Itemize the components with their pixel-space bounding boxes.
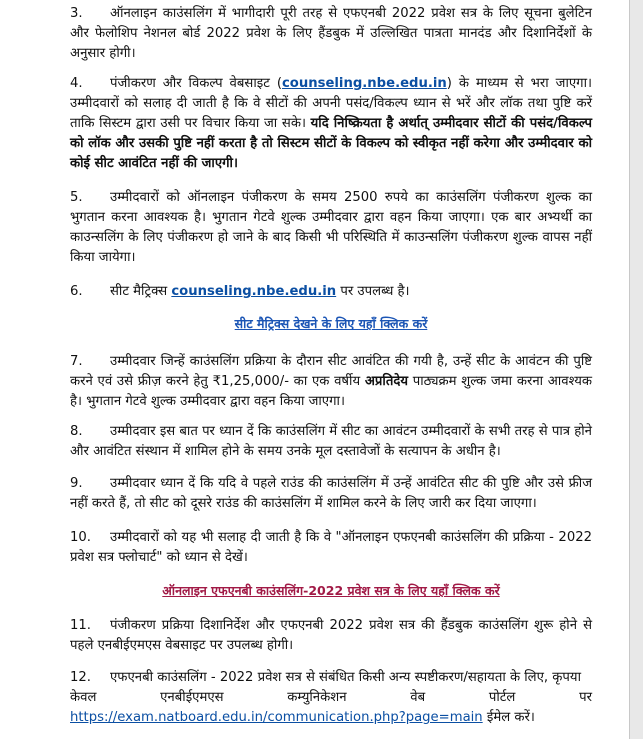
item-word: केवल bbox=[70, 690, 97, 705]
item-text: उम्मीदवार इस बात पर ध्यान दें कि काउंसलिंग में सीट का आवंटन उम्मीदवारों के सभी तरह से पात्र होने और आवंटित संस्थान में शामिल होने के समय उनके मूल दस्तावेजों के सत्यापन के अधीन है। bbox=[70, 424, 592, 459]
list-item bbox=[70, 74, 592, 174]
list-item bbox=[70, 528, 592, 568]
item-text-line bbox=[70, 688, 592, 708]
item-word: पर bbox=[579, 690, 592, 705]
item-text: ईमेल करें। bbox=[482, 710, 535, 725]
item-text: उम्मीदवार ध्यान दें कि यदि वे पहले राउंड की काउंसलिंग में उन्हें आवंटित सीट की पुष्टि और उसे फ्रीज नहीं करते हैं, तो सीट को दूसरे राउंड की काउंसलिंग में शामिल करने के लिए जारी कर दिया जाएगा। bbox=[70, 476, 592, 511]
item-text: ऑनलाइन काउंसलिंग में भागीदारी पूरी तरह से एफएनबी 2022 प्रवेश सत्र के लिए सूचना बुलेटिन और फेलोशिप नेशनल बोर्ड 2022 प्रवेश के लिए हैंडबुक में उल्लिखित पात्रता मानदंड और दिशानिर्देशों के अनुसार होगी। bbox=[70, 6, 592, 61]
list-item bbox=[70, 188, 592, 268]
list-item bbox=[70, 4, 592, 64]
item-text: एफएनबी काउंसलिंग - 2022 प्रवेश सत्र से संबंधित किसी अन्य स्पष्टीकरण/सहायता के लिए, कृपया bbox=[110, 670, 581, 685]
item-number: 12. bbox=[70, 670, 91, 685]
seat-matrix-link[interactable]: सीट मैट्रिक्स देखने के लिए यहाँ क्लिक करें bbox=[234, 316, 428, 331]
item-number: 11. bbox=[70, 618, 91, 633]
list-item bbox=[70, 616, 592, 656]
item-number: 9. bbox=[70, 476, 83, 491]
fnb-counselling-link[interactable]: ऑनलाइन एफएनबी काउंसलिंग-2022 प्रवेश सत्र के लिए यहाँ क्लिक करें bbox=[162, 583, 500, 598]
counseling-link[interactable]: counseling.nbe.edu.in bbox=[281, 76, 447, 91]
list-item bbox=[70, 422, 592, 462]
item-text: उम्मीदवार जिन्हें काउंसलिंग प्रक्रिया के दौरान सीट आवंटित की गयी है, उन्हें सीट के आवंटन की पुष्टि करने एवं उसे फ्रीज़ करने हेतु ₹1,25,000/- का एक वर्षीय bbox=[70, 354, 592, 389]
item-text: पर उपलब्ध है। bbox=[336, 284, 410, 299]
item-text: सीट मैट्रिक्स bbox=[110, 284, 172, 299]
item-text: पंजीकरण और विकल्प वेबसाइट ( bbox=[110, 76, 282, 91]
list-item bbox=[70, 282, 592, 302]
item-word: पोर्टल bbox=[488, 690, 516, 705]
item-number: 7. bbox=[70, 354, 83, 369]
item-word: एनबीईएमएस bbox=[160, 690, 224, 705]
list-item bbox=[70, 668, 592, 728]
item-number: 6. bbox=[70, 284, 83, 299]
item-text: ) के माध्यम से भरा जाएगा। उम्मीदवारों को सलाह दी जाती है कि वे सीटों की अपनी पसंद/विकल्प ध्यान से भरें और लॉक तथा पुष्टि करें ताकि सिस्टम द्वारा उसी पर विचार किया जा सके। bbox=[70, 76, 592, 131]
item-bold-text: अप्रतिदेय bbox=[364, 374, 408, 389]
item-number: 8. bbox=[70, 424, 83, 439]
list-item bbox=[70, 474, 592, 514]
item-number: 4. bbox=[70, 76, 83, 91]
list-item bbox=[70, 352, 592, 412]
item-text: पंजीकरण प्रक्रिया दिशानिर्देश और एफएनबी 2022 प्रवेश सत्र की हैंडबुक काउंसलिंग शुरू होने से पहले एनबीईएमएस वेबसाइट पर उपलब्ध होगी। bbox=[70, 618, 592, 653]
item-text: पाठ्यक्रम शुल्क जमा करना आवश्यक है। भुगतान गेटवे शुल्क उम्मीदवार द्वारा वहन किया जाएगा। bbox=[70, 374, 592, 409]
item-text: उम्मीदवारों को ऑनलाइन पंजीकरण के समय 2500 रुपये का काउंसलिंग पंजीकरण शुल्क का भुगतान करना आवश्यक है। भुगतान गेटवे शुल्क उम्मीदवार द्वारा वहन किया जाएगा। एक बार अभ्यर्थी का काउन्सलिंग के लिए पंजीकरण हो जाने के बाद किसी भी परिस्थिति में काउन्सलिंग पंजीकरण शुल्क वापस नहीं किया जायेगा। bbox=[70, 190, 592, 265]
item-word: वेब bbox=[410, 690, 426, 705]
item-text: उम्मीदवारों को यह भी सलाह दी जाती है कि वे "ऑनलाइन एफएनबी काउंसलिंग की प्रक्रिया - 2022 प्रवेश सत्र फ्लोचार्ट" को ध्यान से देखें। bbox=[70, 530, 592, 565]
item-word: कम्युनिकेशन bbox=[287, 690, 347, 705]
item-number: 3. bbox=[70, 6, 83, 21]
communication-portal-link[interactable]: https://exam.natboard.edu.in/communication.php?page=main bbox=[70, 710, 483, 725]
item-number: 10. bbox=[70, 530, 91, 545]
item-bold-text: यदि निष्क्रियता है अर्थात् उम्मीदवार सीटों की पसंद/विकल्प को लॉक और उसकी पुष्टि नहीं करता है तो सिस्टम सीटों के विकल्प को स्वीकृत नहीं करेगा और उम्मीदवार को कोई सीट आवंटित नहीं की जाएगी। bbox=[70, 116, 592, 171]
item-number: 5. bbox=[70, 190, 83, 205]
counseling-link[interactable]: counseling.nbe.edu.in bbox=[171, 284, 337, 299]
